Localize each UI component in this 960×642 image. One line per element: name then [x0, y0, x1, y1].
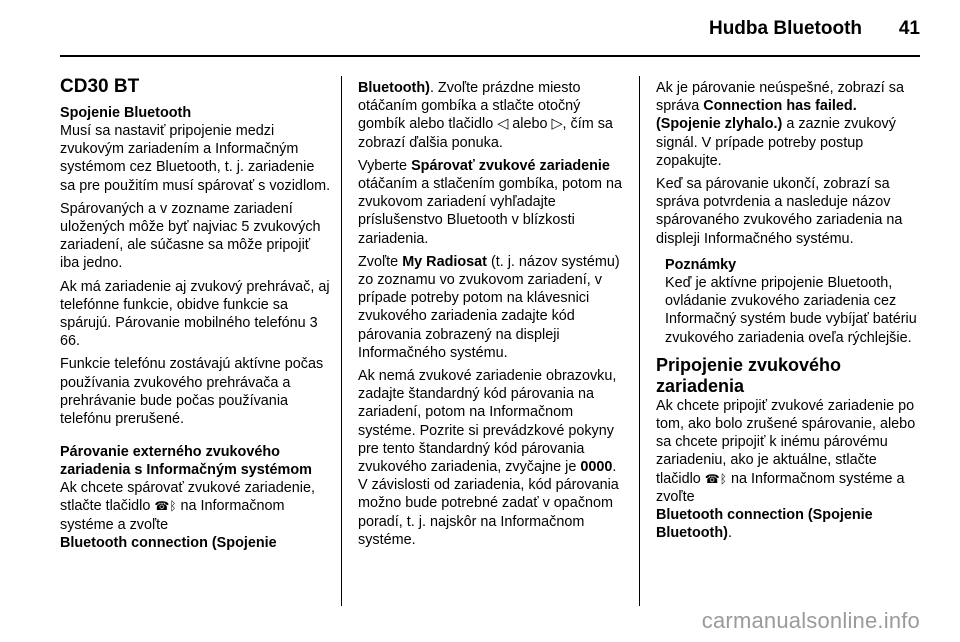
paragraph-text: Zvoľte — [358, 253, 399, 270]
paragraph — [60, 278, 332, 351]
subheading-bluetooth-connection: Spojenie Bluetooth — [60, 105, 192, 121]
bluetooth-phone-icon: ☎ᛒ — [704, 471, 727, 486]
paragraph — [358, 79, 628, 152]
paragraph — [358, 367, 628, 549]
paragraph: Funkcie telefónu zostávajú aktívne počas používania zvukového prehrávača a prehrávanie bude počas používania telefónu prerušené. — [60, 356, 324, 428]
note-box — [656, 256, 924, 347]
paragraph-text: Ak chcete pripojiť zvukové zariadenie po tom, ako bolo zrušené spárovanie, alebo sa chcete pripojiť k inému párovému zariadeniu, ako je aktuálne, stlačte tlačidlo — [656, 397, 916, 487]
header-rule — [60, 55, 920, 57]
paragraph-text: . V závislosti od zariadenia, kód párovania možno bude potrebné zadať v opačnom poradí, t. j. najskôr na Informačnom systéme. — [358, 459, 619, 548]
paragraph-text: Ak má zariadenie aj zvukový prehrávač, aj telefónne funkcie, obidve funkcie sa spárujú. Párovanie mobilného telefónu — [60, 278, 330, 332]
note-text: Keď je aktívne pripojenie Bluetooth, ovládanie zvukového zariadenia cez Informačný systém bude vybíjať batériu zvukového zariadenia oveľa rýchlejšie. — [665, 275, 917, 346]
menu-item-label: Bluetooth connection (Spojenie — [60, 534, 277, 551]
paragraph-text: Ak je párovanie neúspešné, zobrazí sa správa — [656, 80, 904, 115]
paragraph — [358, 253, 628, 362]
paragraph — [358, 157, 628, 248]
paragraph-text: Vyberte — [358, 157, 408, 174]
paragraph-text: . — [727, 525, 732, 542]
paragraph-text: otáčaním a stlačením gombíka, potom na zvukovom zariadení vyhľadajte príslušenstvo Bluetooth v blízkosti zariadenia. — [358, 176, 622, 247]
paragraph — [656, 397, 924, 543]
paragraph-text: na Informačnom systéme a zvoľte — [60, 498, 285, 533]
column-2 — [358, 79, 628, 554]
paragraph — [60, 479, 332, 552]
message-label: Connection has failed. (Spojenie zlyhalo.) — [656, 98, 857, 133]
section-title: CD30 BT — [60, 76, 140, 97]
paragraph-text: na Informačnom systéme a zvoľte — [656, 470, 905, 505]
paragraph: Musí sa nastaviť pripojenie medzi zvukovým zariadením a Informačným systémom cez Bluetooth, t. j. zariadenie sa pre použitím musí spárovať s vozidlom. — [60, 123, 331, 194]
subheading-connecting: Pripojenie zvukového zariadenia — [656, 354, 842, 396]
menu-item-label: Spárovať zvukové zariadenie — [411, 157, 610, 174]
column-1 — [60, 76, 332, 557]
paragraph-text: Ak chcete spárovať zvukové zariadenie, stlačte tlačidlo — [60, 480, 315, 515]
page-reference-link[interactable]: 3 66. — [60, 315, 318, 350]
paragraph-text: Ak nemá zvukové zariadenie obrazovku, zadajte štandardný kód párovania na zariadení, potom na Informačnom systéme. Pozrite si prevádzkové pokyny pre tento štandardný kód párovania zvukového zariadenia, zvyčajne je — [358, 368, 617, 476]
paragraph-text: . Zvoľte prázdne miesto otáčaním gombíka a stlačte otočný gombík alebo tlačidlo ◁ alebo ▷, čím sa zobrazí ďalšia ponuka. — [358, 80, 613, 151]
paragraph: Spárovaných a v zozname zariadení uložených môže byť najviac 5 zvukových zariadení, ale súčasne sa môže pripojiť iba jedno. — [60, 200, 321, 272]
paragraph — [656, 79, 924, 170]
pairing-code: 0000 — [580, 459, 613, 476]
watermark: carmanualsonline.info — [701, 608, 920, 633]
column-3 — [656, 79, 924, 547]
header-title: Hudba Bluetooth — [708, 18, 862, 39]
menu-item-label: Bluetooth connection (Spojenie Bluetooth) — [656, 507, 873, 542]
paragraph-text: (t. j. názov systému) zo zoznamu vo zvukovom zariadení, v prípade potreby potom na klávesnici zvukového zariadenia zadajte kód párovania zobrazený na displeji Informačného systému. — [358, 253, 620, 361]
paragraph: Keď sa párovanie ukončí, zobrazí sa správa potvrdenia a nasleduje názov spárovaného zvukového zariadenia na displeji Informačného systému. — [656, 176, 903, 247]
menu-item-label: Bluetooth) — [358, 80, 430, 96]
menu-item-label: My Radiosat — [402, 253, 487, 270]
bluetooth-phone-icon: ☎ᛒ — [154, 499, 177, 514]
note-title: Poznámky — [665, 256, 737, 273]
page-number: 41 — [898, 18, 920, 39]
column-divider-2 — [639, 76, 640, 606]
paragraph-text: a zaznie zvukový signál. V prípade potreby postup zopakujte. — [656, 116, 896, 169]
column-divider-1 — [341, 76, 342, 606]
subheading-pairing: Párovanie externého zvukového zariadenia s Informačným systémom — [60, 444, 312, 479]
